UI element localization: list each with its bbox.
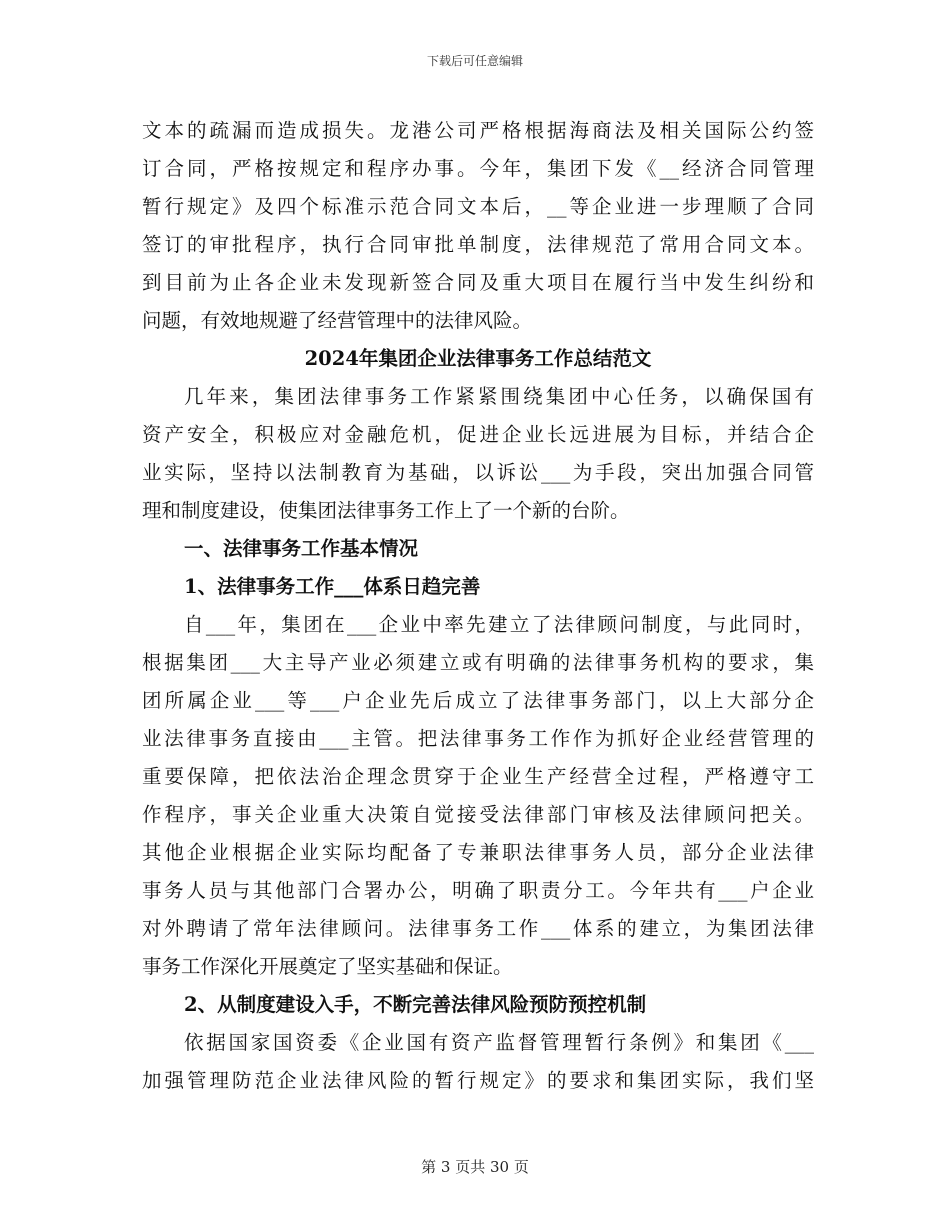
text-line: 理和制度建设，使集团法律事务工作上了一个新的台阶。 xyxy=(142,499,630,522)
page-footer: 第 3 页共 30 页 xyxy=(421,1158,529,1176)
text-line: 事务人员与其他部门合署办公，明确了职责分工。今年共有___户企业 xyxy=(142,879,814,902)
text-line: 问题，有效地规避了经营管理中的法律风险。 xyxy=(142,309,533,332)
text-line: 其他企业根据企业实际均配备了专兼职法律事务人员，部分企业法律 xyxy=(142,841,814,864)
paragraph-continuation xyxy=(142,112,814,340)
text-line: 事务工作深化开展奠定了坚实基础和保证。 xyxy=(142,955,513,978)
text-line: 作程序，事关企业重大决策自觉接受法律部门审核及法律顾问把关。 xyxy=(142,803,814,826)
text-line: 加强管理防范企业法律风险的暂行规定》的要求和集团实际，我们坚 xyxy=(142,1069,814,1092)
text-line: 签订的审批程序，执行合同审批单制度，法律规范了常用合同文本。 xyxy=(142,233,814,256)
text-line: 团所属企业___等___户企业先后成立了法律事务部门，以上大部分企 xyxy=(142,689,814,712)
page-header: 下载后可任意编辑 xyxy=(426,54,523,68)
text-line: 到目前为止各企业未发现新签合同及重大项目在履行当中发生纠纷和 xyxy=(142,271,814,294)
text-line: 依据国家国资委《企业国有资产监督管理暂行条例》和集团《___ xyxy=(184,1031,814,1054)
document-title: 2024年集团企业法律事务工作总结范文 xyxy=(304,347,652,370)
document-body xyxy=(142,112,814,1100)
paragraph-intro xyxy=(142,378,814,530)
section-heading: 一、法律事务工作基本情况 xyxy=(184,537,419,560)
subsection-heading: 2、从制度建设入手，不断完善法律风险预防预控机制 xyxy=(184,993,647,1016)
text-line: 业实际，坚持以法制教育为基础，以诉讼___为手段，突出加强合同管 xyxy=(142,461,814,484)
paragraph-system xyxy=(142,606,814,986)
subsection-heading: 1、法律事务工作___体系日趋完善 xyxy=(184,575,481,598)
text-line: 重要保障，把依法治企理念贯穿于企业生产经营全过程，严格遵守工 xyxy=(142,765,814,788)
text-line: 暂行规定》及四个标准示范合同文本后，__等企业进一步理顺了合同 xyxy=(142,195,814,218)
text-line: 自___年，集团在___企业中率先建立了法律顾问制度，与此同时， xyxy=(184,613,814,636)
text-line: 订合同，严格按规定和程序办事。今年，集团下发《__经济合同管理 xyxy=(142,157,814,180)
text-line: 根据集团___大主导产业必须建立或有明确的法律事务机构的要求，集 xyxy=(142,651,814,674)
text-line: 资产安全，积极应对金融危机，促进企业长远进展为目标，并结合企 xyxy=(142,423,814,446)
text-line: 业法律事务直接由___主管。把法律事务工作作为抓好企业经营管理的 xyxy=(142,727,814,750)
text-line: 对外聘请了常年法律顾问。法律事务工作___体系的建立，为集团法律 xyxy=(142,917,814,940)
text-line: 几年来，集团法律事务工作紧紧围绕集团中心任务，以确保国有 xyxy=(184,385,814,408)
paragraph-institution xyxy=(142,1024,814,1100)
text-line: 文本的疏漏而造成损失。龙港公司严格根据海商法及相关国际公约签 xyxy=(142,119,814,142)
